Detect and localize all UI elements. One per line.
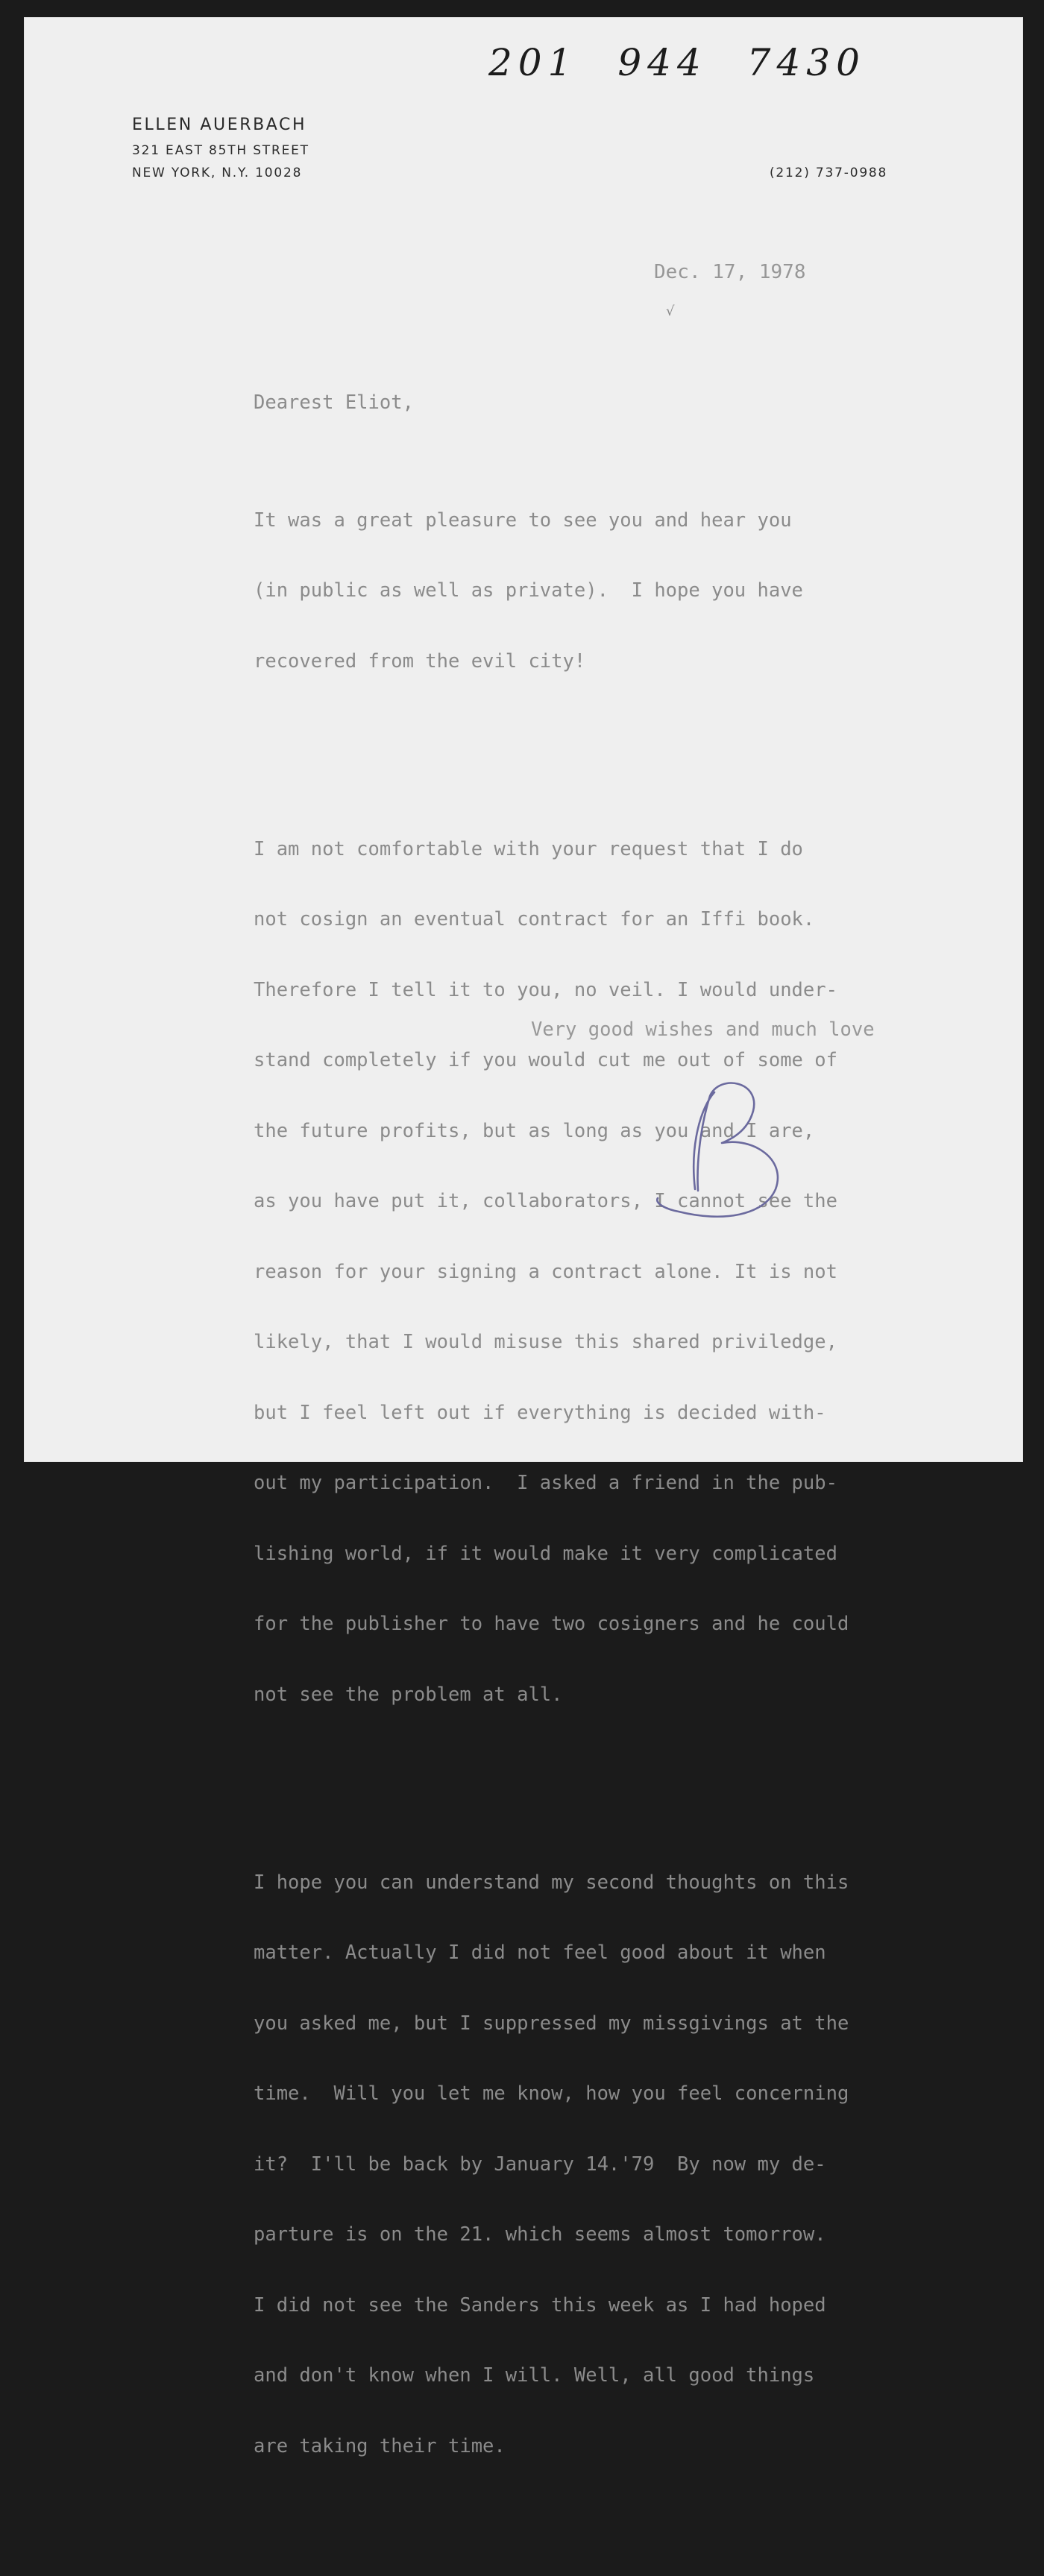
body-line: parture is on the 21. which seems almost tomorrow. [254,2223,826,2246]
body-line: you asked me, but I suppressed my missgivings at the [254,2012,849,2035]
letterhead-street: 321 EAST 85TH STREET [132,143,309,158]
body-line: (in public as well as private). I hope you have [254,579,803,602]
closing-line: Very good wishes and much love [531,1018,875,1041]
body-line: as you have put it, collaborators, I cannot see the [254,1190,837,1212]
body-line: I did not see the Sanders this week as I had hoped [254,2293,826,2317]
body-line: It was a great pleasure to see you and hear you [254,508,792,532]
letterhead-name: ELLEN AUERBACH [132,116,307,134]
body-line: time. Will you let me know, how you feel concerning [254,2082,849,2105]
body-line: out my participation. I asked a friend in the pub- [254,1472,837,1494]
body-line: are taking their time. [254,2434,506,2457]
body-line: but I feel left out if everything is decided with- [254,1401,826,1424]
paragraph-1 [254,462,849,721]
letterhead-city: NEW YORK, N.Y. 10028 [132,166,303,180]
body-line: recovered from the evil city! [254,649,586,673]
handwritten-phone-number: 201 944 7430 [488,41,866,84]
salutation: Dearest Eliot, [254,391,414,414]
check-mark: √ [666,303,675,319]
body-line: not see the problem at all. [254,1683,563,1706]
body-line: the future profits, but as long as you and I are, [254,1119,815,1142]
paragraph-2 [254,791,849,1754]
body-line: likely, that I would misuse this shared priviledge, [254,1331,837,1353]
body-line: for the publisher to have two cosigners and he could [254,1613,849,1635]
body-line: I am not comfortable with your request that I do [254,837,803,860]
letterhead [132,116,309,188]
letterhead-phone: (212) 737-0988 [770,166,888,180]
body-line: matter. Actually I did not feel good about it when [254,1942,826,1964]
letter-body [254,344,849,2576]
body-line: stand completely if you would cut me out of some of [254,1049,837,1071]
body-line: not cosign an eventual contract for an Iffi book. [254,908,815,930]
paragraph-3 [254,1824,849,2506]
body-line: and don't know when I will. Well, all good things [254,2364,815,2387]
letter-date: Dec. 17, 1978 [654,261,806,283]
body-line: I hope you can understand my second thoughts on this [254,1871,849,1894]
body-line: reason for your signing a contract alone. It is not [254,1260,837,1283]
signature-initial-b [656,1077,805,1226]
body-line: it? I'll be back by January 14.'79 By now my de- [254,2153,826,2176]
body-line: Therefore I tell it to you, no veil. I would under- [254,978,837,1001]
body-line: lishing world, if it would make it very complicated [254,1542,837,1565]
